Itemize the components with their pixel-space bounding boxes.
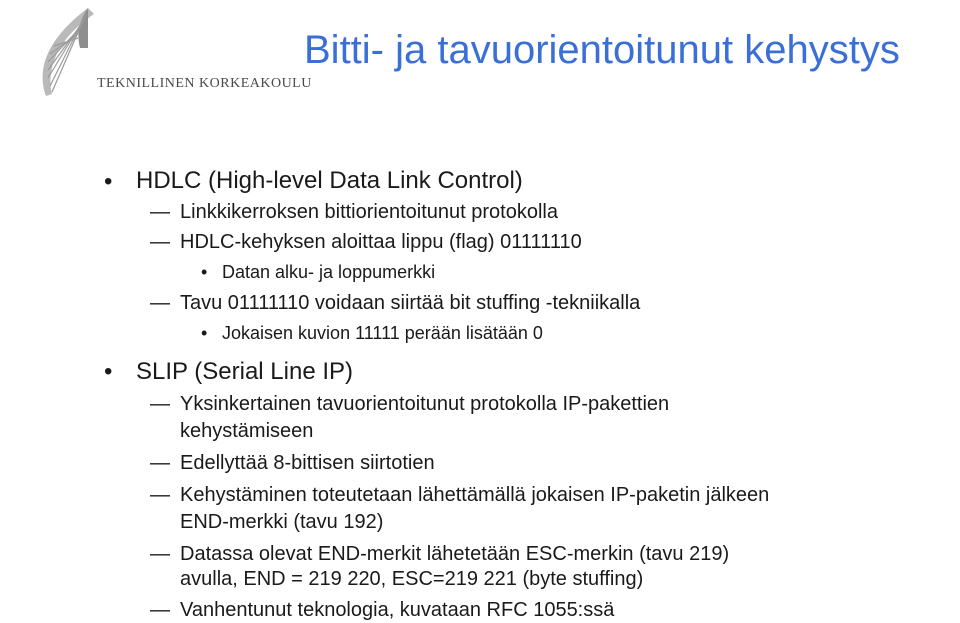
- bullet-dot: •: [104, 358, 113, 385]
- logo-text: TEKNILLINEN KORKEAKOULU: [97, 76, 312, 91]
- bullet-dash: —: [150, 543, 170, 565]
- bullet-dot: •: [201, 262, 208, 282]
- list-item-level1: SLIP (Serial Line IP): [136, 358, 353, 385]
- slide-title: Bitti- ja tavuorientoitunut kehystys: [304, 28, 900, 72]
- bullet-dash: —: [150, 393, 170, 415]
- bullet-dash: —: [150, 292, 170, 314]
- bullet-dot: •: [104, 168, 113, 195]
- bullet-dash: —: [150, 484, 170, 506]
- list-item-level2: Edellyttää 8-bittisen siirtotien: [180, 452, 435, 474]
- bullet-dash: —: [150, 452, 170, 474]
- list-item-level2-continuation: avulla, END = 219 220, ESC=219 221 (byte stuffing): [180, 568, 644, 590]
- list-item-level2-continuation: END-merkki (tavu 192): [180, 511, 384, 533]
- list-item-level2: Vanhentunut teknologia, kuvataan RFC 1055:ssä: [180, 599, 615, 621]
- bullet-dash: —: [150, 201, 170, 223]
- list-item-level2: HDLC-kehyksen aloittaa lippu (flag) 01111110: [180, 231, 582, 253]
- bullet-dash: —: [150, 599, 170, 621]
- list-item-level3: Jokaisen kuvion 11111 perään lisätään 0: [222, 323, 543, 343]
- list-item-level2: Datassa olevat END-merkit lähetetään ESC-merkin (tavu 219): [180, 543, 730, 565]
- list-item-level2: Linkkikerroksen bittiorientoitunut protokolla: [180, 201, 558, 223]
- bullet-dot: •: [201, 323, 208, 343]
- bullet-dash: —: [150, 231, 170, 253]
- list-item-level2: Kehystäminen toteutetaan lähettämällä jokaisen IP-paketin jälkeen: [180, 484, 770, 506]
- list-item-level1: HDLC (High-level Data Link Control): [136, 167, 523, 194]
- list-item-level2: Yksinkertainen tavuorientoitunut protokolla IP-pakettien: [180, 393, 670, 415]
- list-item-level3: Datan alku- ja loppumerkki: [222, 262, 436, 282]
- list-item-level2: Tavu 01111110 voidaan siirtää bit stuffing -tekniikalla: [180, 292, 641, 314]
- list-item-level2-continuation: kehystämiseen: [180, 420, 314, 442]
